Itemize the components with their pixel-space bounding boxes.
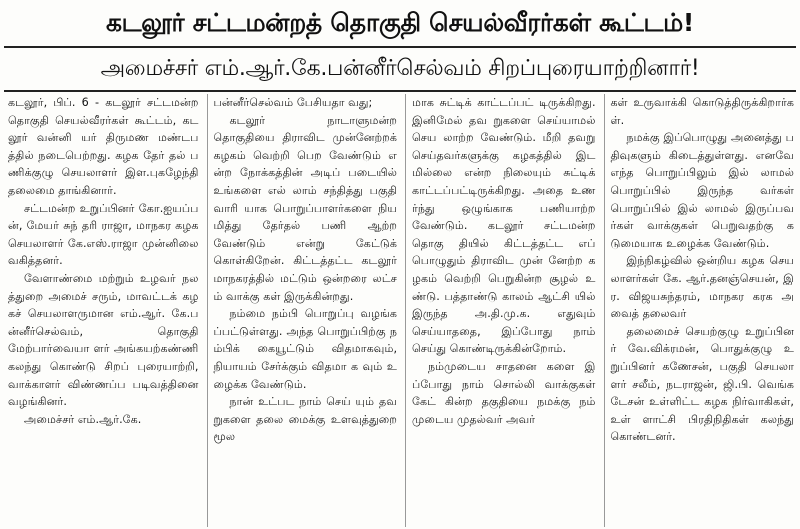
article-paragraph: கடலூர் நாடாளுமன்ற தொகுதியை திராவிட முன்னேற்றக் கழகம் வெற்றி பெற வேண்டும் என்ற நோக்கத்தின் அடிப் படையில் உங்களை எல் லாம் சந்தித்து பகுதி வாரி யாக பொறுப்பாளர்களை நியமித்து தேர்தல் பணி ஆற்ற வேண்டும் என்று கேட்டுக் கொள்கிறேன். கிட்டத்தட்ட கடலூர் மாநகரத்தில் மட்டும் ஒன்றரை லட்சம் வாக்கு கள் இருக்கின்றது. (213, 113, 397, 303)
article-paragraph: இந்நிகழ்வில் ஒன்றிய கழக செயலாளர்கள் கே. ஆர்.தனஞ்செயன், இர. விஜயசுந்தரம், மாநகர கரக அவைத் தலைவர் (610, 254, 794, 321)
article-paragraph: நமக்கு இப்பொழுது அனைத்து பதிவுகளும் கிடைத்துள்ளது. எனவே எந்த பொறுப்பிலும் இல் லாமல் பொறுப்பில் இருந்த வர்கள் பொறுப்பில் இல் லாமல் இருப்பவர்கள் வாக்குகள் பெறுவதற்கு கடுமையாக உழைக்க வேண்டும். (610, 131, 794, 250)
article-paragraph: தலைமைச் செயற்குழு உறுப்பினர் வே.விக்ரமன், பொதுக்குழு உறுப்பினர் கணேசன், பகுதி செயலா ளர் சலீம், நடராஜன், ஜி.பி. வெங்கடேசன் உள்ளிட்ட கழக நிர்வாகிகள், உள் ளாட்சி பிரதிநிதிகள் கலந்து கொண்டனர். (610, 324, 794, 444)
article-paragraph: நான் உட்பட நாம் செய் யும் தவறுகளை தலை மைக்கு உளவுத்துறை மூல (213, 395, 397, 444)
article-paragraph: நம்மை நம்பி பொறுப்பு வழங்கப்பட்டுள்ளது. அந்த பொறுப்பிற்கு நம்பிக் கையூட்டும் விதமாகவும், நியாயம் சேர்க்கும் விதமா க வும் உழைக்க வேண்டும். (213, 307, 397, 391)
article-paragraph: அமைச்சர் எம்.ஆர்.கே. (24, 412, 142, 426)
article-body (8, 94, 794, 527)
article-column-2 (207, 94, 398, 527)
headline-divider (4, 46, 796, 48)
article-column-4 (604, 94, 795, 527)
article-paragraph: கடலூர், பிப். 6 - கடலூர் சட்டமன்ற தொகுதி செயல்வீரர்கள் கூட்டம், கடலூர் வன்னி யர் திருமண மண்டபத்தில் நடைபெற்றது. கழக தேர் தல் பணிக்குழு செயலாளர் இள.புகழேந்தி தலைமை தாங்கினார். (8, 96, 199, 197)
article-paragraph: சட்டமன்ற உறுப்பினர் கோ.ஐயப்பன், மேயர் சுந் தரி ராஜா, மாநகர கழக செயலாளர் கே.எஸ்.ராஜா முன்னிலை வகித்தனர். (8, 201, 199, 268)
article-paragraph: நம்முடைய சாதனை களை இப்போது நாம் சொல்லி வாக்குகள் கேட் கின்ற தகுதியை நமக்கு நம் முடைய முதல்வர் அவர் (412, 359, 596, 426)
article-paragraph: கள் உருவாக்கி கொடுத்திருக்கிறார்கள். (610, 96, 794, 127)
article-paragraph: மாக சுட்டிக் காட்டப்பட் டிருக்கிறது. இனிமேல் தவ றுகளை செய்யாமல் செய லாற்ற வேண்டும். மீறி தவறு செய்தவர்களுக்கு கழகத்தில் இடமில்லை என்ற நிலையும் சுட்டிக் காட்டப்பட்டிருக்கிறது. அதை உணர்ந்து ஒழுங்காக பணியாற்ற வேண்டும். கடலூர் சட்டமன்ற தொகு தியில் கிட்டத்தட்ட எப் பொழுதும் திராவிட முன் னேற்ற கழகம் வெற்றி பெறுகின்ற சூழல் உண்டு. பத்தாண்டு காலம் ஆட்சி யில் இருந்த அ.தி.மு.க. எதுவும் செய்யாததை, இப்போது நாம் செய்து கொண்டிருக்கின்றோம். (412, 96, 596, 356)
headline: கடலூர் சட்டமன்றத் தொகுதி செயல்வீரர்கள் கூட்டம்! (105, 8, 695, 37)
subheadline-divider (4, 90, 796, 92)
article-paragraph: பன்னீர்செல்வம் பேசியதா வது; (213, 96, 373, 109)
article-column-3 (405, 94, 596, 527)
article-paragraph: வேளாண்மை மற்றும் உழவர் நலத்துறை அமைச் சரும், மாவட்டக் கழகச் செயலாளருமான எம்.ஆர். கே.பன்னீர்செல்வம், தொகுதி மேற்பார்வையா ளர் அங்கயற்கண்ணி கலந்து கொண்டு சிறப் புரையாற்றி, வாக்காளர் விண்ணப்ப படிவத்தினை வழங்கினர். (8, 271, 199, 409)
subheadline: அமைச்சர் எம்.ஆர்.கே.பன்னீர்செல்வம் சிறப்புரையாற்றினார்! (100, 56, 700, 81)
article-column-1 (8, 94, 199, 527)
